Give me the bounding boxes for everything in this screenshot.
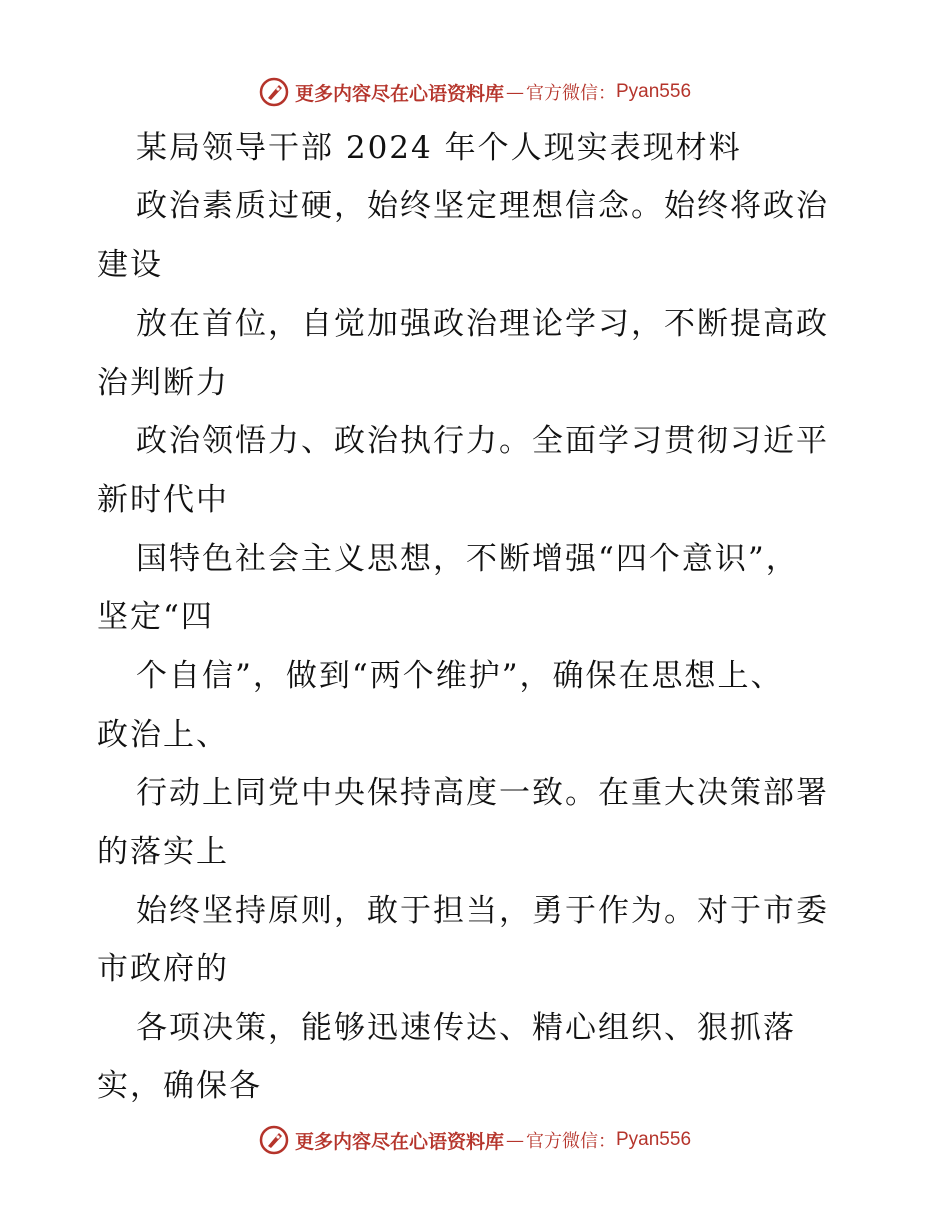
text-line: 市政府的 (97, 951, 229, 987)
text-line: 个自信”，做到“两个维护”，确保在思想上、 (136, 658, 784, 694)
text-line: 放在首位，自觉加强政治理论学习，不断提高政 (136, 306, 829, 342)
text-line: 建设 (97, 247, 163, 283)
header-sub-text: 官方微信： (526, 83, 616, 104)
header-dash: — (506, 81, 524, 103)
header-banner (0, 72, 950, 112)
document-title: 某局领导干部 2024 年个人现实表现材料 (136, 130, 742, 166)
text-line: 始终坚持原则，敢于担当，勇于作为。对于市委 (136, 893, 829, 929)
text-line: 各项决策，能够迅速传达、精心组织、狠抓落 (136, 1010, 796, 1046)
header-main-text: 更多内容尽在心语资料库 (294, 82, 504, 105)
text-line: 政治领悟力、政治执行力。全面学习贯彻习近平 (136, 423, 829, 459)
text-line: 坚定“四 (97, 599, 214, 635)
header-wechat-id: Pyan556 (616, 81, 692, 102)
text-line: 新时代中 (97, 482, 229, 518)
text-line: 政治上、 (97, 717, 229, 753)
pen-nib-logo-icon (259, 77, 289, 107)
footer-wechat-id: Pyan556 (616, 1129, 692, 1150)
footer-banner (0, 1120, 950, 1160)
footer-dash: — (506, 1129, 524, 1151)
text-line: 实，确保各 (97, 1068, 262, 1104)
text-line: 政治素质过硬，始终坚定理想信念。始终将政治 (136, 188, 829, 224)
text-line: 的落实上 (97, 834, 229, 870)
text-line: 行动上同党中央保持高度一致。在重大决策部署 (136, 775, 829, 811)
footer-sub-text: 官方微信： (526, 1131, 616, 1152)
text-line: 国特色社会主义思想，不断增强“四个意识”， (136, 541, 799, 577)
text-line: 治判断力 (97, 365, 229, 401)
footer-main-text: 更多内容尽在心语资料库 (294, 1130, 504, 1153)
pen-nib-logo-icon (259, 1125, 289, 1155)
